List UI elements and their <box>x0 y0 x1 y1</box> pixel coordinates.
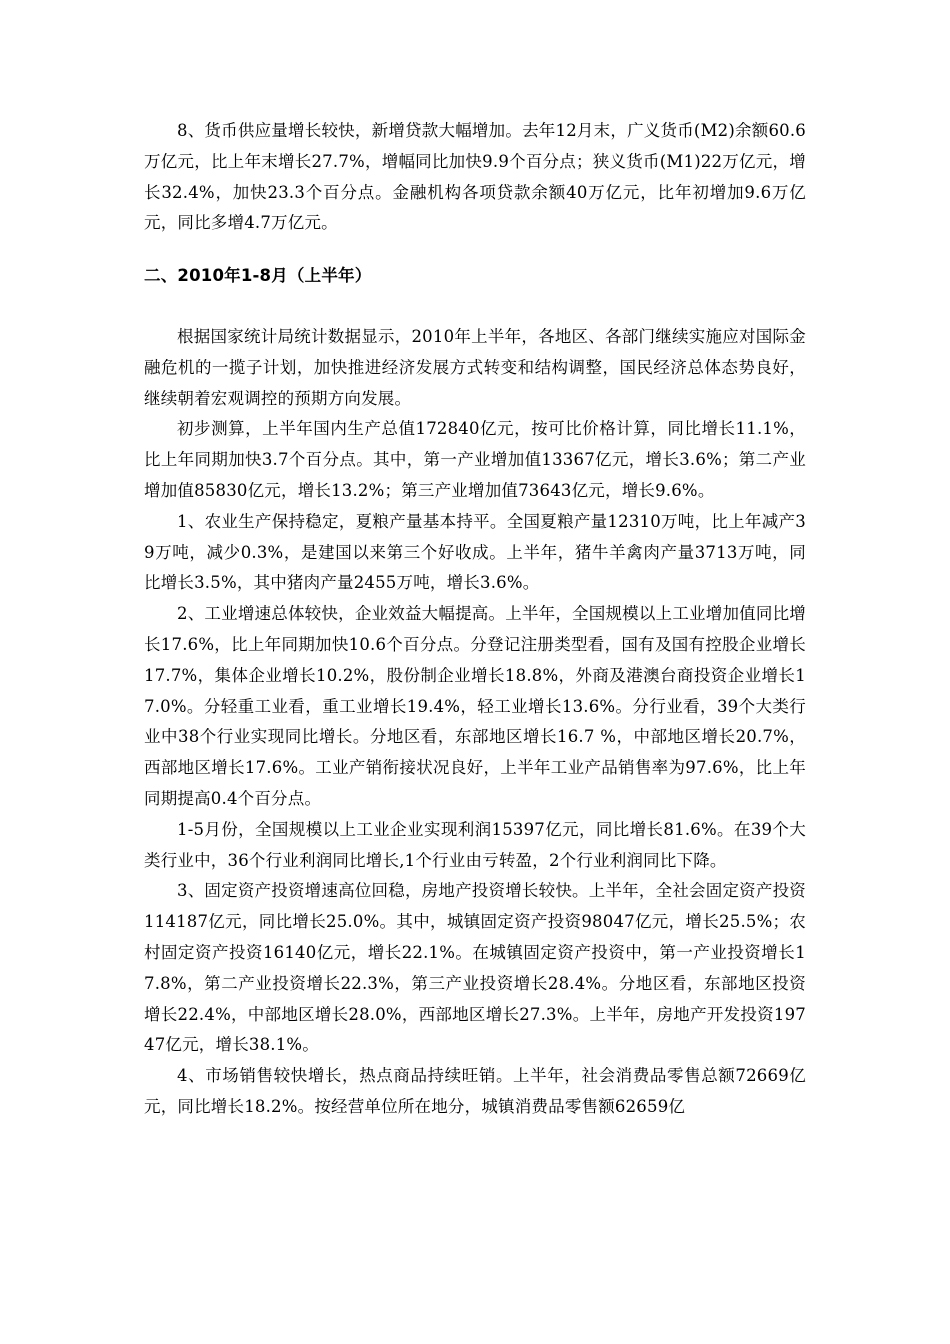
paragraph-investment: 3、固定资产投资增速高位回稳，房地产投资增长较快。上半年，全社会固定资产投资114187亿元，同比增长25.0%。其中，城镇固定资产投资98047亿元，增长25.5%；农村固定资产投资16140亿元，增长22.1%。在城镇固定资产投资中，第一产业投资增长17.8%，第二产业投资增长22.3%，第三产业投资增长28.4%。分地区看，东部地区投资增长22.4%，中部地区增长28.0%，西部地区增长27.3%。上半年，房地产开发投资19747亿元，增长38.1%。 <box>144 881 806 1055</box>
spacer <box>144 239 806 261</box>
document-body <box>144 116 806 1123</box>
paragraph-industry: 2、工业增速总体较快，企业效益大幅提高。上半年，全国规模以上工业增加值同比增长17.6%，比上年同期加快10.6个百分点。分登记注册类型看，国有及国有控股企业增长17.7%，集体企业增长10.2%，股份制企业增长18.8%，外商及港澳台商投资企业增长17.0%。分轻重工业看，重工业增长19.4%，轻工业增长13.6%。分行业看，39个大类行业中38个行业实现同比增长。分地区看，东部地区增长16.7 %，中部地区增长20.7%，西部地区增长17.6%。工业产销衔接状况良好，上半年工业产品销售率为97.6%，比上年同期提高0.4个百分点。 <box>144 604 806 808</box>
section-heading: 二、2010年1-8月（上半年） <box>144 266 372 286</box>
paragraph-retail: 4、市场销售较快增长，热点商品持续旺销。上半年，社会消费品零售总额72669亿元，同比增长18.2%。按经营单位所在地分，城镇消费品零售额62659亿 <box>144 1066 806 1116</box>
paragraph-agriculture: 1、农业生产保持稳定，夏粮产量基本持平。全国夏粮产量12310万吨，比上年减产39万吨，减少0.3%，是建国以来第三个好收成。上半年，猪牛羊禽肉产量3713万吨，同比增长3.5%，其中猪肉产量2455万吨，增长3.6%。 <box>144 511 806 593</box>
paragraph-gdp: 初步测算，上半年国内生产总值172840亿元，按可比价格计算，同比增长11.1%，比上年同期加快3.7个百分点。其中，第一产业增加值13367亿元，增长3.6%；第二产业增加值85830亿元，增长13.2%；第三产业增加值73643亿元，增长9.6%。 <box>144 419 806 500</box>
paragraph-profits: 1-5月份，全国规模以上工业企业实现利润15397亿元，同比增长81.6%。在39个大类行业中，36个行业利润同比增长,1个行业由亏转盈，2个行业利润同比下降。 <box>144 819 806 870</box>
spacer <box>144 292 806 322</box>
paragraph-intro: 根据国家统计局统计数据显示，2010年上半年，各地区、各部门继续实施应对国际金融危机的一揽子计划，加快推进经济发展方式转变和结构调整，国民经济总体态势良好，继续朝着宏观调控的预期方向发展。 <box>144 326 806 408</box>
paragraph-money-supply: 8、货币供应量增长较快，新增贷款大幅增加。去年12月末，广义货币(M2)余额60.6万亿元，比上年末增长27.7%，增幅同比加快9.9个百分点；狭义货币(M1)22万亿元，增长32.4%，加快23.3个百分点。金融机构各项贷款余额40万亿元，比年初增加9.6万亿元，同比多增4.7万亿元。 <box>144 121 806 233</box>
